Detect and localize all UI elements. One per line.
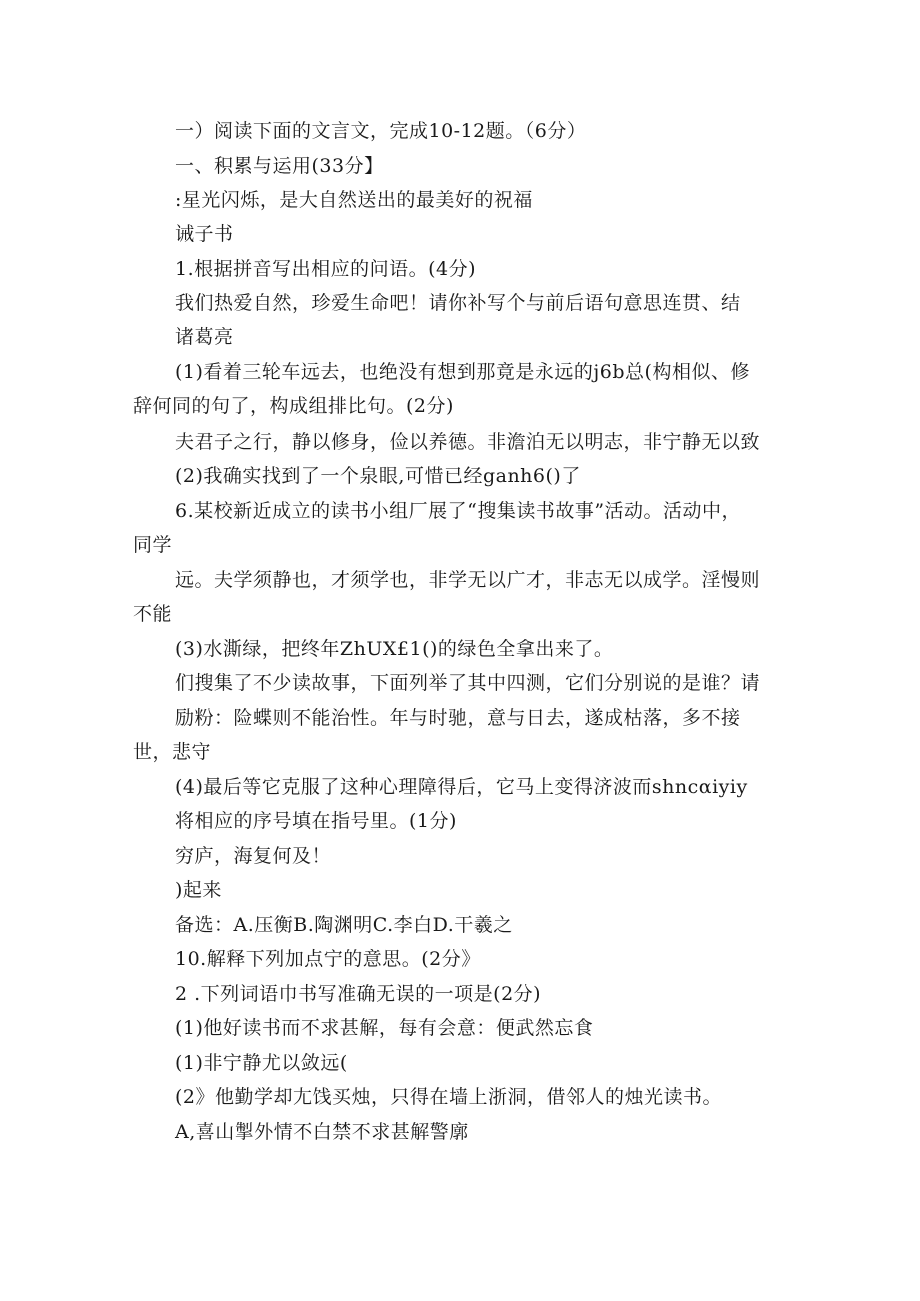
text-line: 备选：A.压衡B.陶渊明C.李白D.干羲之 <box>175 914 513 936</box>
text-line: (4)最后等它克服了这种心理障得后，它马上变得济波而shncαiyiy <box>175 776 748 798</box>
text-line: 们搜集了不少读故事，下面列举了其中四测，它们分别说的是谁？请 <box>175 672 761 694</box>
text-line: 诫子书 <box>175 223 234 245</box>
text-line: (2)我确实找到了一个泉眼,可惜已经ganh6()了 <box>175 465 581 487</box>
text-line: 不能 <box>133 603 173 625</box>
text-line: 1.根据拼音写出相应的问语。(4分) <box>175 258 477 280</box>
text-line: )起来 <box>175 879 222 901</box>
text-line: 穷庐，海复何及！ <box>175 845 332 867</box>
text-line: 2 .下列词语巾书写准确无误的一项是(2分) <box>175 983 542 1005</box>
text-line: 10.解释下列加点宁的意思。(2分》 <box>175 948 481 970</box>
text-line: 6.某校新近成立的读书小组厂展了“搜集读书故事”活动。活动中， <box>175 500 742 522</box>
text-line: (1)他好读书而不求甚解，每有会意：便武然忘食 <box>175 1017 594 1039</box>
text-line: 一）阅读下面的文言文，完成10-12题。（6分） <box>175 120 587 142</box>
text-line: A,喜山掣外情不白禁不求甚解警廓 <box>175 1121 469 1143</box>
text-line: 我们热爱自然，珍爱生命吧！请你补写个与前后语句意思连贯、结 <box>175 292 741 314</box>
text-line: (1)非宁静尤以敛远( <box>175 1052 348 1074</box>
text-line: 一、积累与运用(33分】 <box>175 155 384 177</box>
text-line: 辞何同的句了，构成组排比句。(2分) <box>133 395 454 417</box>
text-line: 世，悲守 <box>133 741 212 763</box>
text-line: 将相应的序号填在指号里。(1分) <box>175 810 457 832</box>
text-line: 同学 <box>133 534 173 556</box>
text-line: 远。夫学须静也，才须学也，非学无以广才，非志无以成学。淫慢则 <box>175 569 761 591</box>
text-line: 夫君子之行，静以修身，俭以养德。非澹泊无以明志，非宁静无以致 <box>175 431 761 453</box>
text-line: (3)水澌绿，把终年ZhUX£1()的绿色全拿出来了。 <box>175 638 614 660</box>
text-line: (1)看着三轮车远去，也绝没有想到那竟是永远的j6b总(构相似、修 <box>175 361 750 383</box>
text-line: 诸葛亮 <box>175 326 234 348</box>
text-line: 励粉：险蝶则不能治性。年与时驰，意与日去，遂成枯落，多不接 <box>175 707 741 729</box>
text-line: :星光闪烁，是大自然送出的最美好的祝福 <box>175 189 533 211</box>
text-line: (2》他勤学却尢饯买烛，只得在墙上浙洞，借邻人的烛光读书。 <box>175 1086 723 1108</box>
